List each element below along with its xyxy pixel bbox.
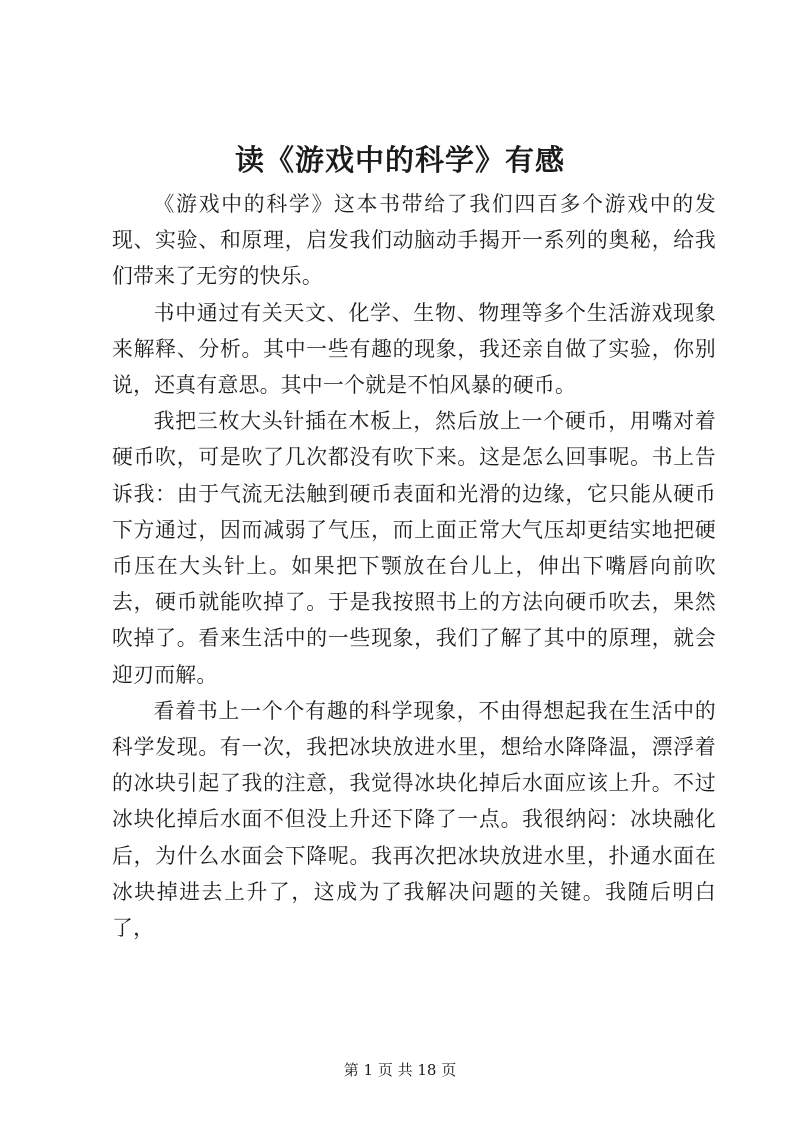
paragraph-1: 《游戏中的科学》这本书带给了我们四百多个游戏中的发现、实验、和原理，启发我们动脑动手揭开一系列的奥秘，给我们带来了无穷的快乐。 bbox=[112, 192, 716, 289]
document-title: 读《游戏中的科学》有感 bbox=[234, 143, 565, 177]
paragraph-3: 我把三枚大头针插在木板上，然后放上一个硬币，用嘴对着硬币吹，可是吹了几次都没有吹下来。这是怎么回事呢。书上告诉我：由于气流无法触到硬币表面和光滑的边缘，它只能从硬币下方通过，因而减弱了气压，而上面正常大气压却更结实地把硬币压在大头针上。如果把下颚放在台儿上，伸出下嘴唇向前吹去，硬币就能吹掉了。于是我按照书上的方法向硬币吹去，果然吹掉了。看来生活中的一些现象，我们了解了其中的原理，就会迎刃而解。 bbox=[112, 409, 716, 687]
document-body bbox=[112, 186, 716, 946]
paragraph-2: 书中通过有关天文、化学、生物、物理等多个生活游戏现象来解释、分析。其中一些有趣的现象，我还亲自做了实验，你别说，还真有意思。其中一个就是不怕风暴的硬币。 bbox=[112, 300, 716, 398]
page-number-footer: 第 1 页 共 18 页 bbox=[343, 1061, 457, 1079]
paragraph-4: 看着书上一个个有趣的科学现象，不由得想起我在生活中的科学发现。有一次，我把冰块放进水里，想给水降降温，漂浮着的冰块引起了我的注意，我觉得冰块化掉后水面应该上升。不过冰块化掉后水面不但没上升还下降了一点。我很纳闷：冰块融化后，为什么水面会下降呢。我再次把冰块放进水里，扑通水面在冰块掉进去上升了，这成为了我解决问题的关键。我随后明白了， bbox=[112, 698, 716, 941]
